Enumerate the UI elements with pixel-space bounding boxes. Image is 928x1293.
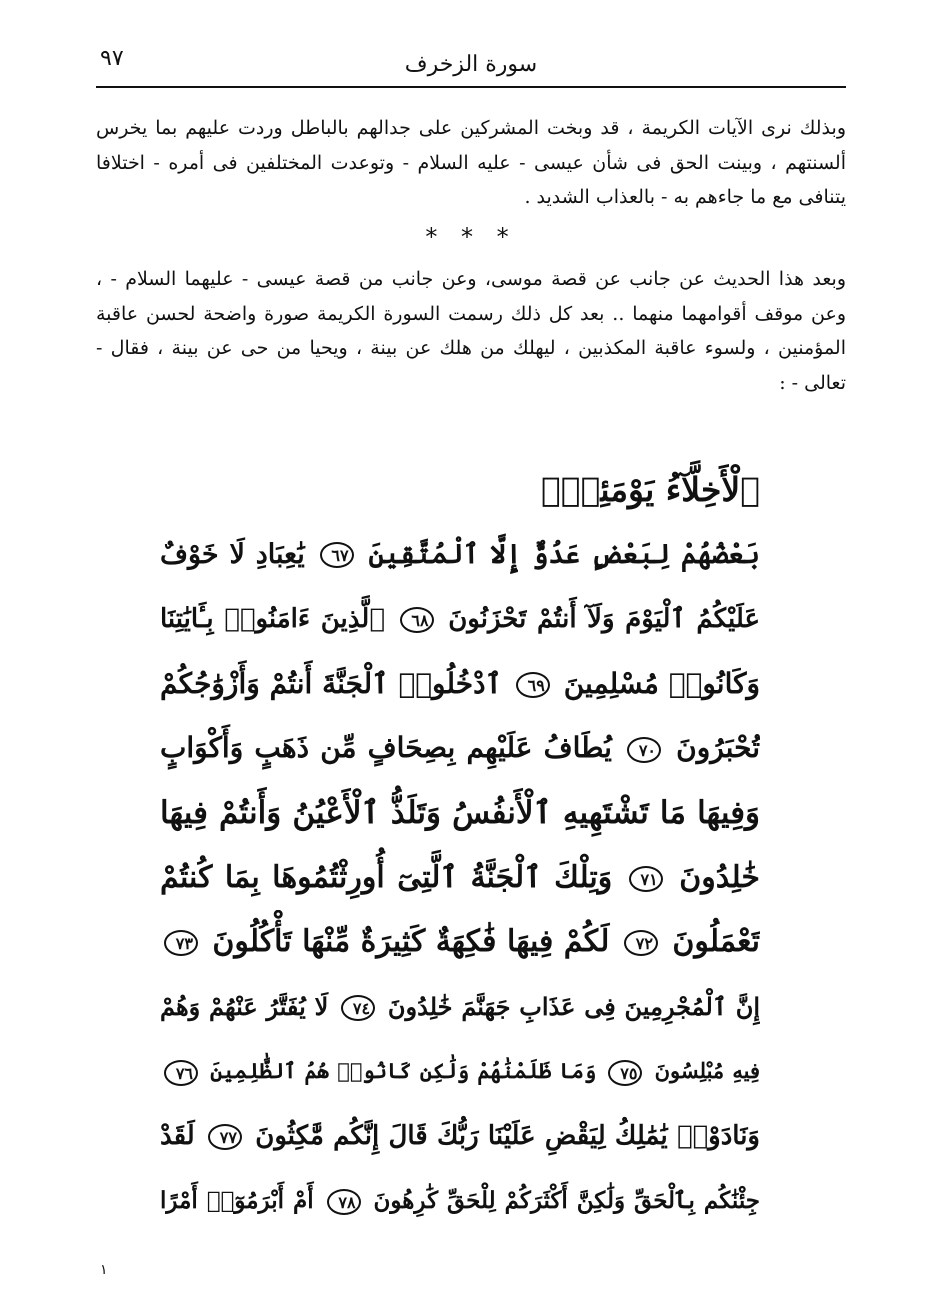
ayah-number-marker: ٦٧ [320, 542, 354, 568]
verse-text: لَقَدْ [160, 1120, 195, 1151]
verse-line [160, 975, 760, 1040]
quran-verses [160, 458, 760, 1233]
verse-text: يَٰعِبَادِ لَا خَوْفٌ [160, 538, 305, 570]
verse-text: بَعْضُهُمْ لِبَعْضٍ عَدُوٌّ إِلَّا ٱلْمُتَّقِينَ [368, 538, 760, 570]
verse-line [160, 652, 760, 717]
surah-title: سورة الزخرف [404, 52, 538, 77]
verse-text: إِنَّ ٱلْمُجْرِمِينَ فِى عَذَابِ جَهَنَّمَ خَٰلِدُونَ [387, 991, 760, 1021]
header-divider [96, 86, 846, 88]
verse-line [160, 1104, 760, 1169]
verse-text: وَتِلْكَ ٱلْجَنَّةُ ٱلَّتِىٓ أُورِثْتُمُوهَا بِمَا كُنتُمْ [160, 859, 613, 895]
verse-line [160, 716, 760, 781]
verse-text: وَكَانُوا۟ مُسْلِمِينَ [563, 666, 760, 700]
verse-text: وَمَا ظَلَمْنَٰهُمْ وَلَٰكِن كَانُوا۟ هُمُ ٱلظَّٰلِمِينَ [210, 1058, 597, 1084]
section-separator: * * * [425, 223, 517, 251]
verse-text: ٱلْأَخِلَّآءُ يَوْمَئِذٍۭ [541, 470, 760, 509]
ayah-number-marker: ٧٥ [608, 1060, 642, 1086]
commentary-paragraph-1: وبذلك نرى الآيات الكريمة ، قد وبخت المشركين على جدالهم بالباطل وردت عليهم بما يخرس ألسنتهم ، وبينت الحق فى شأن عيسى - عليه السلام - وتوعدت المختلفين فى أمره - اختلافا يتنافى مع ما جاءهم به - بالعذاب الشديد . [96, 117, 846, 208]
ayah-number-marker: ٧٨ [327, 1189, 361, 1215]
verse-line [160, 846, 760, 911]
ayah-number-marker: ٧٢ [624, 930, 658, 956]
ayah-number-marker: ٧١ [629, 866, 663, 892]
ayah-number-marker: ٧٧ [208, 1124, 242, 1150]
verse-text: تُحْبَرُونَ [676, 731, 760, 765]
ayah-number-marker: ٧٠ [627, 737, 661, 763]
verse-text: أَمْ أَبْرَمُوٓا۟ أَمْرًا [160, 1186, 314, 1214]
ayah-number-marker: ٧٤ [341, 995, 375, 1021]
ayah-number-marker: ٦٨ [400, 607, 434, 633]
ayah-number-marker: ٧٣ [164, 930, 198, 956]
page-header [96, 42, 846, 88]
footer-mark: ١ [100, 1262, 108, 1278]
verse-line [160, 523, 760, 588]
verse-text: فِيهِ مُبْلِسُونَ [654, 1058, 760, 1084]
ayah-number-marker: ٦٩ [516, 672, 550, 698]
verse-line [160, 587, 760, 652]
verse-text: وَفِيهَا مَا تَشْتَهِيهِ ٱلْأَنفُسُ وَتَلَذُّ ٱلْأَعْيُنُ وَأَنتُمْ فِيهَا [160, 794, 760, 831]
verse-text: عَلَيْكُمُ ٱلْيَوْمَ وَلَآ أَنتُمْ تَحْزَنُونَ [448, 604, 760, 635]
verse-line [160, 458, 760, 523]
verse-text: ٱلَّذِينَ ءَامَنُوا۟ بِـَٔايَٰتِنَا [160, 604, 385, 635]
verse-line [160, 910, 760, 975]
page-number: ٩٧ [100, 46, 124, 71]
verse-text: تَعْمَلُونَ [672, 924, 760, 960]
verse-text: خَٰلِدُونَ [679, 859, 760, 895]
ayah-number-marker: ٧٦ [164, 1060, 198, 1086]
verse-text: لَا يُفَتَّرُ عَنْهُمْ وَهُمْ [160, 991, 329, 1021]
verse-text: لَكُمْ فِيهَا فَٰكِهَةٌ كَثِيرَةٌ مِّنْهَا تَأْكُلُونَ [212, 924, 610, 960]
verse-text: جِئْنَٰكُم بِٱلْحَقِّ وَلَٰكِنَّ أَكْثَرَكُمْ لِلْحَقِّ كَٰرِهُونَ [373, 1186, 760, 1214]
verse-line [160, 781, 760, 846]
verse-text: يُطَافُ عَلَيْهِم بِصِحَافٍ مِّن ذَهَبٍ وَأَكْوَابٍ [160, 731, 612, 765]
verse-line [160, 1169, 760, 1234]
verse-text: ٱدْخُلُوا۟ ٱلْجَنَّةَ أَنتُمْ وَأَزْوَٰجُكُمْ [160, 666, 502, 700]
commentary-paragraph-2: وبعد هذا الحديث عن جانب عن قصة موسى، وعن جانب من قصة عيسى - عليهما السلام - ، وعن موقف أقوامهما منهما .. بعد كل ذلك رسمت السورة الكريمة صورة واضحة لحسن عاقبة المؤمنين ، ولسوء عاقبة المكذبين ، ليهلك من هلك عن بينة ، ويحيا من حى عن بينة ، فقال - تعالى - : [96, 268, 846, 394]
verse-text: وَنَادَوْا۟ يَٰمَٰلِكُ لِيَقْضِ عَلَيْنَا رَبُّكَ قَالَ إِنَّكُم مَّٰكِثُونَ [255, 1120, 760, 1151]
verse-line [160, 1039, 760, 1104]
